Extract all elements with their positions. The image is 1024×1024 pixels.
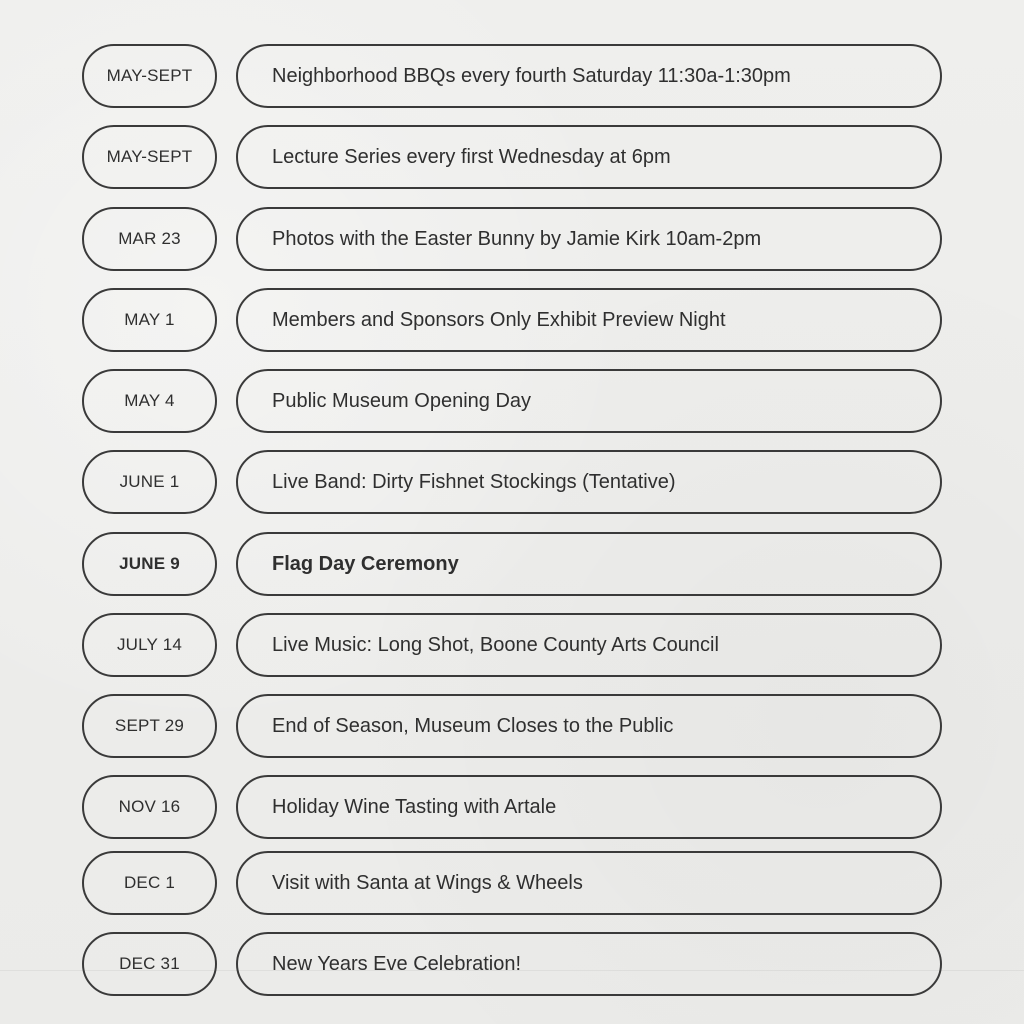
event-title: Members and Sponsors Only Exhibit Preview Night (236, 288, 942, 352)
event-row (82, 288, 942, 352)
event-row (82, 207, 942, 271)
event-title: Neighborhood BBQs every fourth Saturday 11:30a-1:30pm (236, 44, 942, 108)
event-date: DEC 31 (82, 932, 217, 996)
event-row-highlighted (82, 532, 942, 596)
event-title: Holiday Wine Tasting with Artale (236, 775, 942, 839)
event-date: MAY-SEPT (82, 44, 217, 108)
event-title: Public Museum Opening Day (236, 369, 942, 433)
event-date: MAY 1 (82, 288, 217, 352)
event-row (82, 775, 942, 839)
event-date: JUNE 1 (82, 450, 217, 514)
event-date: SEPT 29 (82, 694, 217, 758)
event-date: JULY 14 (82, 613, 217, 677)
event-date: MAY-SEPT (82, 125, 217, 189)
event-title: End of Season, Museum Closes to the Public (236, 694, 942, 758)
event-row (82, 694, 942, 758)
event-row (82, 932, 942, 996)
event-title: Photos with the Easter Bunny by Jamie Kirk 10am-2pm (236, 207, 942, 271)
event-date: MAR 23 (82, 207, 217, 271)
event-title: Live Band: Dirty Fishnet Stockings (Tentative) (236, 450, 942, 514)
event-date: DEC 1 (82, 851, 217, 915)
event-title: Lecture Series every first Wednesday at 6pm (236, 125, 942, 189)
event-row (82, 450, 942, 514)
event-date: NOV 16 (82, 775, 217, 839)
event-title: Flag Day Ceremony (236, 532, 942, 596)
event-date: MAY 4 (82, 369, 217, 433)
event-row (82, 851, 942, 915)
event-date: JUNE 9 (82, 532, 217, 596)
event-title: Live Music: Long Shot, Boone County Arts Council (236, 613, 942, 677)
event-title: Visit with Santa at Wings & Wheels (236, 851, 942, 915)
event-row (82, 613, 942, 677)
event-row (82, 369, 942, 433)
event-row (82, 125, 942, 189)
event-row (82, 44, 942, 108)
event-title: New Years Eve Celebration! (236, 932, 942, 996)
